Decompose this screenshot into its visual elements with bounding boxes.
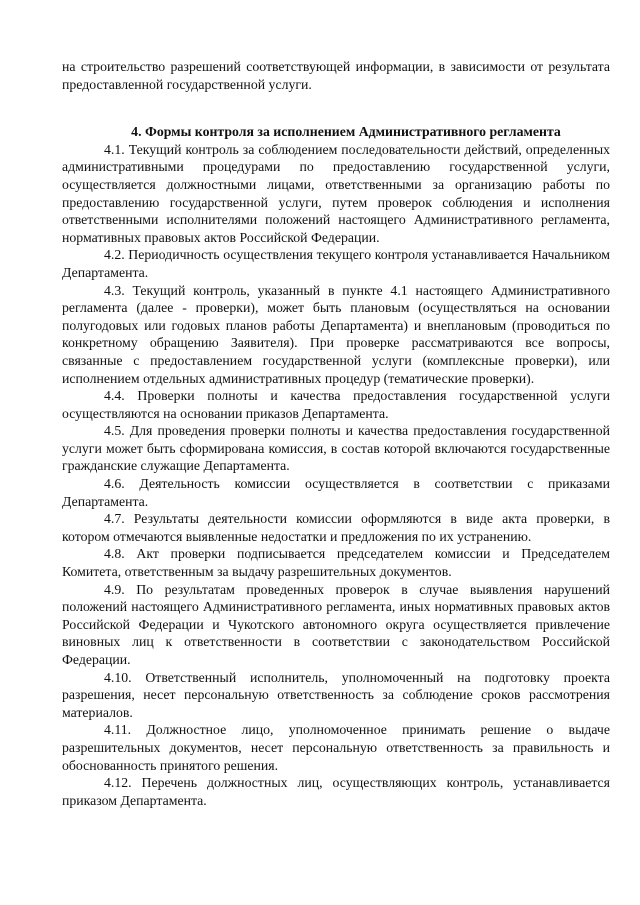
paragraph-4-5: 4.5. Для проведения проверки полноты и качества предоставления государственной услуги может быть сформирована комиссия, в состав которой включаются государственные гражданские служащие Департамента. [62, 423, 610, 474]
paragraph-4-12: 4.12. Перечень должностных лиц, осуществляющих контроль, устанавливается приказом Департамента. [62, 775, 610, 808]
paragraph-4-4: 4.4. Проверки полноты и качества предоставления государственной услуги осуществляются на основании приказов Департамента. [62, 388, 610, 421]
paragraph-4-11: 4.11. Должностное лицо, уполномоченное принимать решение о выдаче разрешительных документов, несет персональную ответственность за правильность и обоснованность принятого решения. [62, 722, 610, 773]
intro-paragraph: на строительство разрешений соответствующей информации, в зависимости от результата предоставленной государственной услуги. [62, 59, 610, 92]
paragraph-4-1: 4.1. Текущий контроль за соблюдением последовательности действий, определенных административными процедурами по предоставлению государственной услуги, осуществляется должностными лицами, ответственными за организацию работы по предоставлению государственной услуги, путем проверок соблюдения и исполнения ответственными исполнителями положений настоящего Административного регламента, нормативных правовых актов Российской Федерации. [62, 141, 610, 245]
paragraph-4-7: 4.7. Результаты деятельности комиссии оформляются в виде акта проверки, в котором отмечаются выявленные недостатки и предложения по их устранению. [62, 511, 610, 544]
section-heading: 4. Формы контроля за исполнением Административного регламента [131, 124, 561, 140]
paragraph-4-6: 4.6. Деятельность комиссии осуществляется в соответствии с приказами Департамента. [62, 476, 610, 509]
paragraph-4-2: 4.2. Периодичность осуществления текущего контроля устанавливается Начальником Департамента. [62, 247, 610, 280]
paragraph-4-8: 4.8. Акт проверки подписывается председателем комиссии и Председателем Комитета, ответственным за выдачу разрешительных документов. [62, 546, 610, 580]
paragraph-4-9: 4.9. По результатам проведенных проверок в случае выявления нарушений положений настоящего Административного регламента, иных нормативных правовых актов Российской Федерации и Чукотского автономного округа осуществляется привлечение виновных лиц к ответственности в соответствии с законодательством Российской Федерации. [62, 581, 610, 667]
paragraph-4-10: 4.10. Ответственный исполнитель, уполномоченный на подготовку проекта разрешения, несет персональную ответственность за соблюдение сроков рассмотрения материалов. [62, 669, 610, 720]
paragraph-4-3: 4.3. Текущий контроль, указанный в пункте 4.1 настоящего Административного регламента (далее - проверки), может быть плановым (осуществляться на основании полугодовых или годовых планов работы Департамента) и внеплановым (проводиться по конкретному обращению Заявителя). При проверке рассматриваются все вопросы, связанные с предоставлением государственной услуги (комплексные проверки), или исполнением отдельных административных процедур (тематические проверки). [62, 282, 610, 386]
